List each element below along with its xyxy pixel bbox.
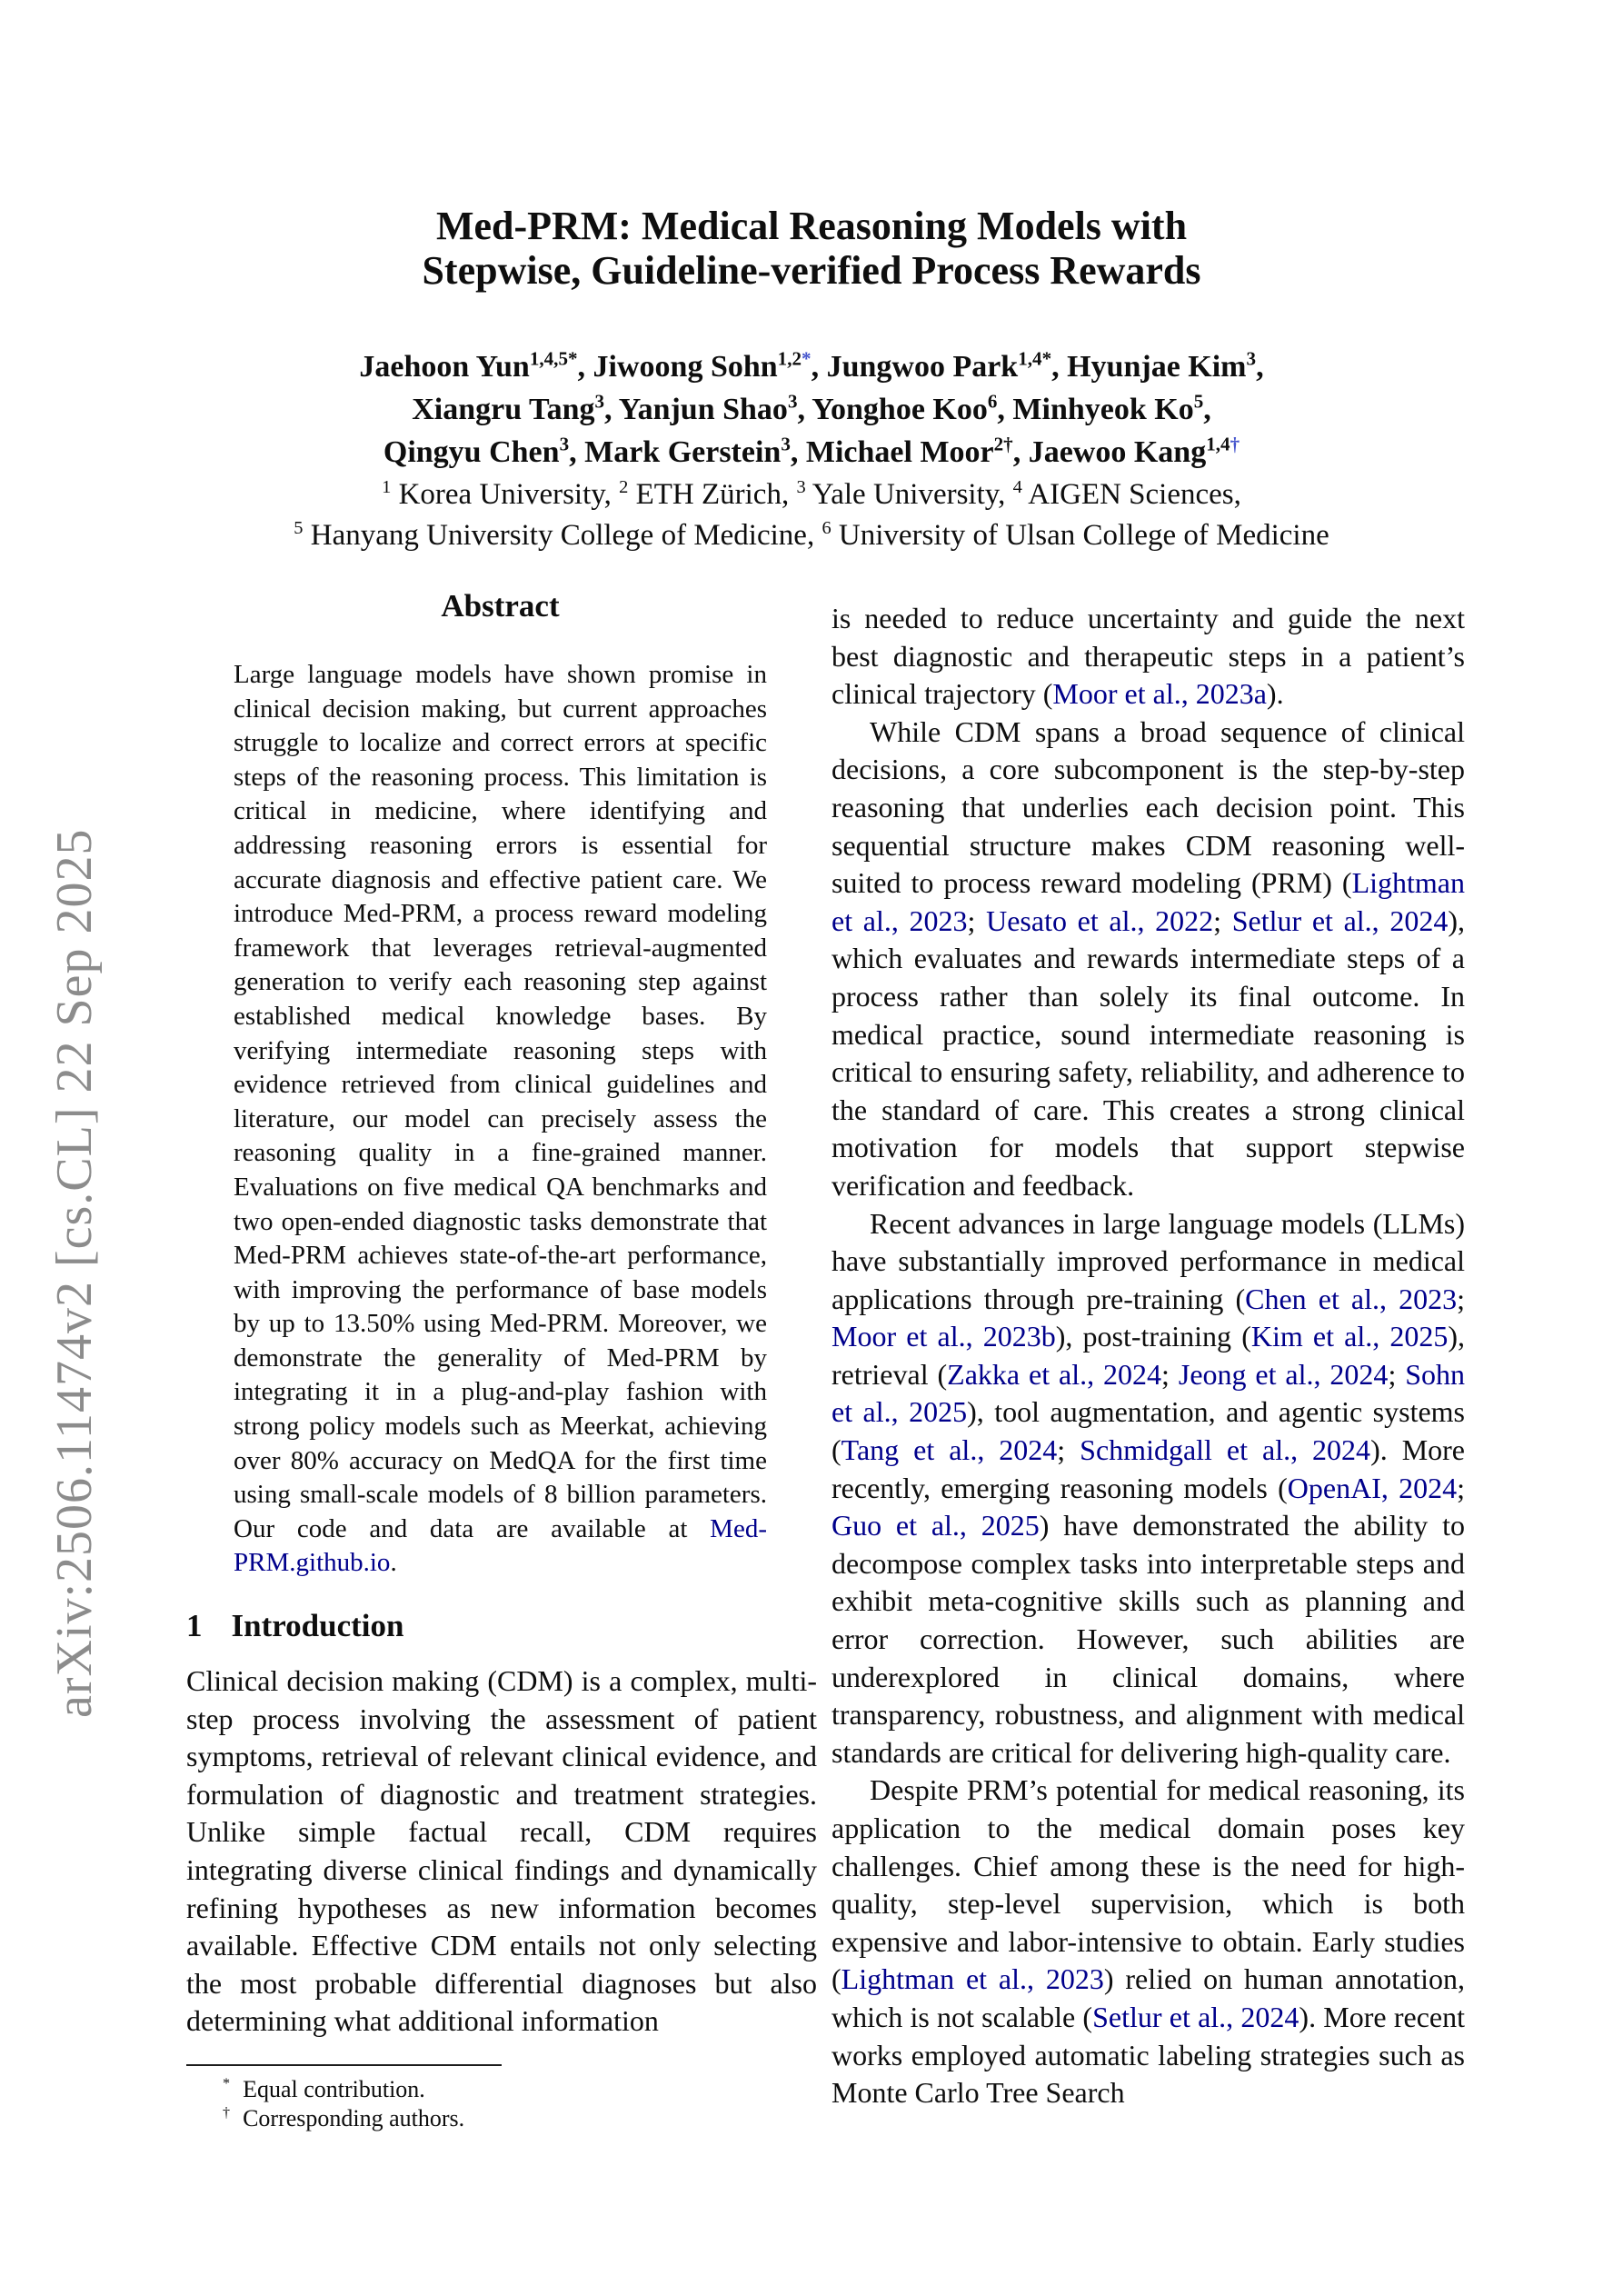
text-segment: . bbox=[390, 1548, 397, 1578]
author-affiliation-marker: 3 bbox=[1246, 347, 1257, 370]
text-segment: ; bbox=[1457, 1471, 1466, 1504]
text-segment: ). bbox=[1266, 677, 1284, 711]
affiliation-number: 6 bbox=[821, 518, 831, 538]
text-segment: ), post-training ( bbox=[1055, 1320, 1251, 1353]
citation-link[interactable]: Uesato et al., 2022 bbox=[986, 903, 1214, 937]
code-repo-link[interactable]: Med-PRM.github.io bbox=[234, 1513, 767, 1578]
text-segment: ; bbox=[1388, 1357, 1406, 1391]
citation-link[interactable]: Moor et al., 2023a bbox=[1052, 677, 1267, 711]
author-affiliation-marker: 1,4,5* bbox=[529, 347, 578, 370]
citation-link[interactable]: Kim et al., 2025 bbox=[1250, 1320, 1449, 1353]
author-separator: , bbox=[790, 435, 806, 469]
text-segment: Large language models have shown promise in clinical decision making, but current approaches struggle to localize and correct errors at specific steps of the reasoning process. This limitation is critical in medicine, where identifying and addressing reasoning errors is essential for accurate diagnosis and effective patient care. We introduce Med-PRM, a process reward modeling framework that leverages retrieval-augmented generation to verify each reasoning step against established medical knowledge bases. By verifying intermediate reasoning steps with evidence retrieved from clinical guidelines and literature, our model can precisely assess the reasoning quality in a fine-grained manner. Evaluations on five medical QA benchmarks and two open-ended diagnostic tasks demonstrate that Med-PRM achieves state-of-the-art performance, with improving the performance of base models by up to 13.50% using Med-PRM. Moreover, we demonstrate the generality of Med-PRM by integrating it in a plug-and-play fashion with strong policy models such as Meerkat, achieving over 80% accuracy on MedQA for the first time using small-scale models of 8 billion parameters. Our code and data are available at bbox=[234, 660, 767, 1543]
author-name: Yonghoe Koo bbox=[812, 393, 988, 426]
section-title: Introduction bbox=[231, 1608, 404, 1644]
section-heading bbox=[186, 1606, 817, 1646]
affiliation-block bbox=[0, 474, 1623, 556]
author-affiliation-marker: 3 bbox=[781, 433, 791, 455]
column-right bbox=[831, 600, 1465, 2112]
author-line bbox=[0, 345, 1623, 388]
author-affiliation-marker: 1,4* bbox=[1018, 347, 1052, 370]
author-name: Yanjun Shao bbox=[618, 393, 788, 426]
section-number: 1 bbox=[186, 1608, 203, 1644]
author-affiliation-marker: 2† bbox=[993, 433, 1013, 455]
text-segment: ), which evaluates and rewards intermediate steps of a process rather than solely its final outcome. In medical practice, sound intermediate reasoning is critical to ensuring safety, reliability, and adherence to the standard of care. This creates a strong clinical motivation for models that support stepwise verification and feedback. bbox=[831, 903, 1466, 1202]
footnote bbox=[186, 2075, 817, 2104]
citation-link[interactable]: Jeong et al., 2024 bbox=[1178, 1357, 1389, 1391]
author-name: Jaehoon Yun bbox=[359, 350, 530, 384]
text-segment: ), retrieval ( bbox=[831, 1320, 1465, 1391]
text-segment: Despite PRM’s potential for medical reasoning, its application to the medical domain poses key challenges. Chief among these is the need for high-quality, step-level supervision, which is both expensive and labor-intensive to obtain. Early studies ( bbox=[831, 1773, 1465, 1996]
footnote-text: Corresponding authors. bbox=[243, 2104, 465, 2131]
paper-header bbox=[0, 204, 1623, 556]
text-segment: ), tool augmentation, and agentic systems ( bbox=[831, 1395, 1466, 1467]
paper-title-line-2: Stepwise, Guideline-verified Process Rewards bbox=[422, 248, 1201, 293]
author-separator: , bbox=[1012, 435, 1029, 469]
affiliation-name: AIGEN Sciences, bbox=[1021, 478, 1241, 511]
column-left bbox=[186, 587, 817, 2133]
affiliation-number: 1 bbox=[382, 477, 392, 497]
citation-link[interactable]: Chen et al., 2023 bbox=[1245, 1282, 1458, 1315]
author-name: Hyunjae Kim bbox=[1067, 350, 1247, 384]
citation-link[interactable]: Lightman et al., 2023 bbox=[841, 1962, 1104, 1996]
author-name: Jungwoo Park bbox=[826, 350, 1019, 384]
author-name: Minhyeok Ko bbox=[1012, 393, 1194, 426]
footnote-marker: * bbox=[223, 2076, 231, 2092]
author-separator: , bbox=[569, 435, 585, 469]
author-affiliation-marker: 3 bbox=[559, 433, 570, 455]
citation-link[interactable]: Guo et al., 2025 bbox=[831, 1509, 1040, 1542]
text-segment: ; bbox=[1457, 1282, 1466, 1315]
author-affiliation-marker: 3 bbox=[594, 390, 605, 413]
abstract-text bbox=[234, 658, 767, 1581]
author-separator: , bbox=[1203, 393, 1211, 426]
author-name: Michael Moor bbox=[805, 435, 994, 469]
author-name: Mark Gerstein bbox=[584, 435, 782, 469]
affiliation-name: University of Ulsan College of Medicine bbox=[831, 519, 1329, 552]
citation-link[interactable]: Moor et al., 2023b bbox=[831, 1320, 1056, 1353]
citation-link[interactable]: Tang et al., 2024 bbox=[841, 1433, 1058, 1467]
body-paragraph bbox=[831, 714, 1465, 1205]
author-affiliation-marker[interactable]: * bbox=[802, 347, 812, 370]
author-name: Jiwoong Sohn bbox=[592, 350, 778, 384]
affiliation-number: 3 bbox=[796, 477, 806, 497]
author-name: Jaewoo Kang bbox=[1028, 435, 1207, 469]
text-segment: is needed to reduce uncertainty and guide the next best diagnostic and therapeutic steps in a patient’s clinical trajectory ( bbox=[831, 602, 1465, 711]
footnote bbox=[186, 2104, 817, 2133]
citation-link[interactable]: OpenAI, 2024 bbox=[1287, 1471, 1458, 1504]
author-line bbox=[0, 388, 1623, 431]
text-segment: While CDM spans a broad sequence of clinical decisions, a core subcomponent is the step-by-step reasoning that underlies each decision point. This sequential structure makes CDM reasoning well-suited to process reward modeling (PRM) ( bbox=[831, 714, 1465, 900]
author-affiliation-marker: 1,4 bbox=[1206, 433, 1230, 455]
affiliation-name: Korea University, bbox=[391, 478, 620, 511]
citation-link[interactable]: Schmidgall et al., 2024 bbox=[1080, 1433, 1371, 1467]
text-segment: ; bbox=[1161, 1357, 1179, 1391]
author-separator: , bbox=[1256, 350, 1264, 384]
text-segment: Recent advances in large language models (LLMs) have substantially improved performance in medical applications through pre-training ( bbox=[831, 1206, 1465, 1315]
author-affiliation-marker: 5 bbox=[1193, 390, 1204, 413]
text-segment: ). More recent works employed automatic labeling strategies such as Monte Carlo Tree Search bbox=[831, 2000, 1465, 2110]
arxiv-watermark: arXiv:2506.11474v2 [cs.CL] 22 Sep 2025 bbox=[46, 828, 103, 1718]
affiliation-name: Hanyang University College of Medicine, bbox=[303, 519, 822, 552]
intro-paragraph: Clinical decision making (CDM) is a complex, multi-step process involving the assessment of patient symptoms, retrieval of relevant clinical evidence, and formulation of diagnostic and treatment strategies. Unlike simple factual recall, CDM requires integrating diverse clinical findings and dynamically refining hypotheses as new information becomes available. Effective CDM entails not only selecting the most probable differential diagnoses but also determining what additional information bbox=[186, 1664, 817, 2038]
text-segment: ). More recently, emerging reasoning models ( bbox=[831, 1433, 1466, 1504]
footnote-text: Equal contribution. bbox=[243, 2075, 425, 2102]
affiliation-name: ETH Zürich, bbox=[628, 478, 797, 511]
abstract-heading: Abstract bbox=[441, 588, 560, 624]
affiliation-number: 2 bbox=[619, 477, 629, 497]
author-separator: , bbox=[997, 393, 1013, 426]
author-affiliation-marker[interactable]: † bbox=[1230, 433, 1240, 455]
text-segment: ; bbox=[967, 903, 987, 937]
affiliation-line bbox=[0, 515, 1623, 556]
author-name: Xiangru Tang bbox=[412, 393, 595, 426]
citation-link[interactable]: Sohn et al., 2025 bbox=[831, 1357, 1466, 1429]
citation-link[interactable]: Setlur et al., 2024 bbox=[1231, 903, 1449, 937]
affiliation-line bbox=[0, 474, 1623, 515]
author-separator: , bbox=[1051, 350, 1068, 384]
author-separator: , bbox=[797, 393, 812, 426]
author-block bbox=[0, 345, 1623, 474]
body-paragraph bbox=[831, 600, 1465, 714]
footnote-block bbox=[186, 2075, 817, 2133]
author-line bbox=[0, 431, 1623, 474]
author-name: Qingyu Chen bbox=[383, 435, 560, 469]
citation-link[interactable]: Zakka et al., 2024 bbox=[947, 1357, 1162, 1391]
author-separator: , bbox=[604, 393, 619, 426]
body-paragraph bbox=[831, 1772, 1465, 2111]
author-affiliation-marker: 6 bbox=[987, 390, 998, 413]
footnote-marker: † bbox=[223, 2105, 231, 2121]
affiliation-number: 4 bbox=[1012, 477, 1022, 497]
affiliation-number: 5 bbox=[294, 518, 304, 538]
author-separator: , bbox=[811, 350, 827, 384]
citation-link[interactable]: Lightman et al., 2023 bbox=[831, 866, 1465, 937]
author-affiliation-marker: 3 bbox=[787, 390, 798, 413]
text-segment: ) relied on human annotation, which is not scalable ( bbox=[831, 1962, 1466, 2033]
body-paragraph bbox=[831, 1205, 1465, 1772]
paper-title-line-1: Med-PRM: Medical Reasoning Models with bbox=[435, 204, 1188, 248]
footnote-rule bbox=[186, 2064, 502, 2066]
affiliation-name: Yale University, bbox=[805, 478, 1013, 511]
text-segment: ) have demonstrated the ability to decompose complex tasks into interpretable steps and exhibit meta-cognitive skills such as planning and error correction. However, such abilities are underexplored in clinical domains, where transparency, robustness, and alignment with medical standards are critical for delivering high-quality care. bbox=[831, 1509, 1465, 1769]
citation-link[interactable]: Setlur et al., 2024 bbox=[1092, 2000, 1299, 2033]
author-affiliation-marker: 1,2 bbox=[777, 347, 802, 370]
author-separator: , bbox=[577, 350, 593, 384]
text-segment: ; bbox=[1213, 903, 1232, 937]
text-segment: ; bbox=[1057, 1433, 1080, 1467]
